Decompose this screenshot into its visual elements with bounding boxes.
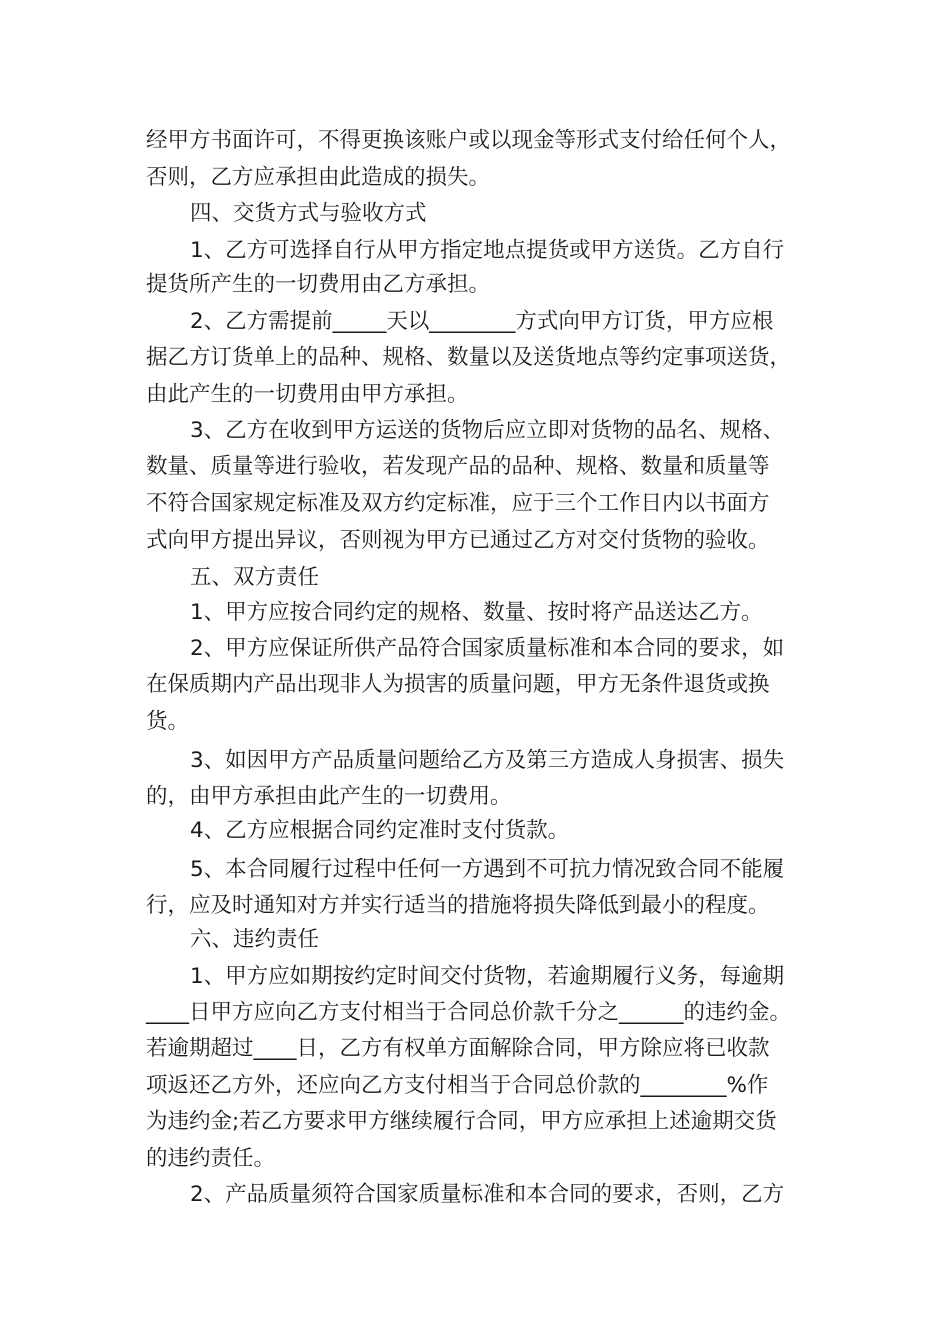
text-line: ____日甲方应向乙方支付相当于合同总价款千分之______的违约金。	[146, 1000, 792, 1025]
text-line: 行，应及时通知对方并实行适当的措施将损失降低到最小的程度。	[146, 893, 770, 918]
text-line: 项返还乙方外，还应向乙方支付相当于合同总价款的________%作	[146, 1073, 769, 1098]
section-heading: 五、双方责任	[190, 565, 320, 590]
text-line: 2、产品质量须符合国家质量标准和本合同的要求，否则，乙方	[190, 1182, 785, 1207]
text-line: 的，由甲方承担由此产生的一切费用。	[146, 784, 512, 809]
text-line: 3、乙方在收到甲方运送的货物后应立即对货物的品名、规格、	[190, 418, 785, 443]
text-line: 式向甲方提出异议，否则视为甲方已通过乙方对交付货物的验收。	[146, 528, 770, 553]
text-line: 不符合国家规定标准及双方约定标准，应于三个工作日内以书面方	[146, 491, 770, 516]
text-line: 1、甲方应按合同约定的规格、数量、按时将产品送达乙方。	[190, 600, 763, 625]
text-line: 1、甲方应如期按约定时间交付货物，若逾期履行义务，每逾期	[190, 964, 785, 989]
text-line: 货。	[146, 709, 190, 734]
text-line: 3、如因甲方产品质量问题给乙方及第三方造成人身损害、损失	[190, 748, 785, 773]
text-line: 否则，乙方应承担由此造成的损失。	[146, 165, 491, 190]
text-line: 据乙方订货单上的品种、规格、数量以及送货地点等约定事项送货，	[146, 345, 792, 370]
text-line: 提货所产生的一切费用由乙方承担。	[146, 272, 491, 297]
text-line: 的违约责任。	[146, 1146, 276, 1171]
text-line: 为违约金;若乙方要求甲方继续履行合同，甲方应承担上述逾期交货	[146, 1109, 777, 1134]
text-line: 2、甲方应保证所供产品符合国家质量标准和本合同的要求，如	[190, 636, 785, 661]
text-line: 在保质期内产品出现非人为损害的质量问题，甲方无条件退货或换	[146, 672, 770, 697]
text-line: 由此产生的一切费用由甲方承担。	[146, 382, 469, 407]
text-line: 4、乙方应根据合同约定准时支付货款。	[190, 818, 570, 843]
text-line: 5、本合同履行过程中任何一方遇到不可抗力情况致合同不能履	[190, 857, 785, 882]
section-heading: 四、交货方式与验收方式	[190, 201, 427, 226]
text-line: 2、乙方需提前_____天以________方式向甲方订货，甲方应根	[190, 309, 774, 334]
text-line: 若逾期超过____日，乙方有权单方面解除合同，甲方除应将已收款	[146, 1036, 770, 1061]
text-line: 数量、质量等进行验收，若发现产品的品种、规格、数量和质量等	[146, 454, 770, 479]
section-heading: 六、违约责任	[190, 927, 320, 952]
text-line: 1、乙方可选择自行从甲方指定地点提货或甲方送货。乙方自行	[190, 238, 785, 263]
text-line: 经甲方书面许可，不得更换该账户或以现金等形式支付给任何个人，	[146, 128, 792, 153]
